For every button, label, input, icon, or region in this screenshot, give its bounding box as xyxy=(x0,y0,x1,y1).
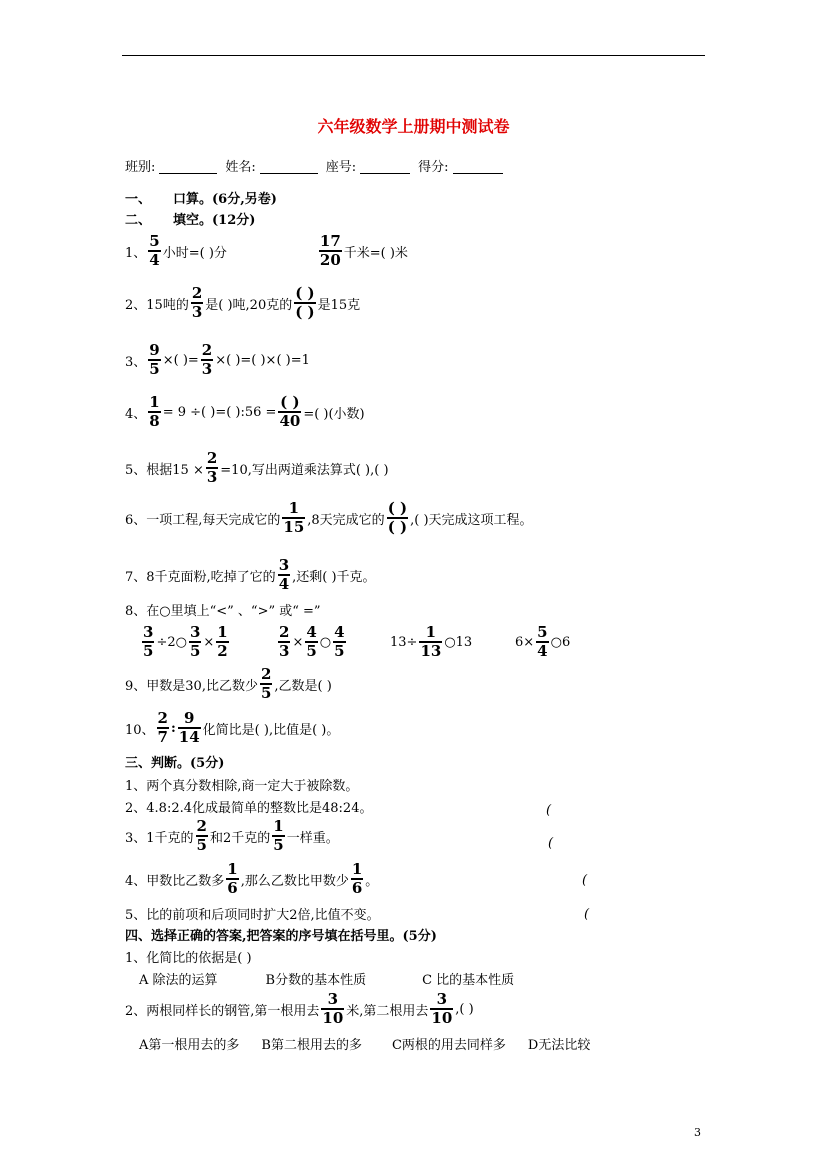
score-label: 得分: xyxy=(418,160,449,175)
question-2: 2、15吨的 $\frac{2}{3}$ 是( )吨,20克的 $\frac{( )}{( )}$ 是15克 xyxy=(125,284,361,321)
option-b[interactable]: B第二根用去的多 xyxy=(261,1038,362,1053)
page-title: 六年级数学上册期中测试卷 xyxy=(317,117,510,136)
header-rule xyxy=(122,55,705,56)
seat-field[interactable] xyxy=(360,158,410,174)
answer-bracket[interactable]: ( xyxy=(546,803,552,818)
option-a[interactable]: A第一根用去的多 xyxy=(139,1038,240,1053)
question-5: 5、根据15 × $\frac{2}{3}$ =10,写出两道乘法算式( ),( ) xyxy=(125,449,389,486)
blank-fraction[interactable]: $\frac{( )}{40}$ xyxy=(279,393,301,430)
seat-label: 座号: xyxy=(325,160,357,175)
section-2-heading: 二、 填空。(12分) xyxy=(125,213,256,228)
blank-fraction[interactable]: $\frac{( )}{( )}$ xyxy=(387,499,408,536)
question-4: 4、 $\frac{1}{8}$ = 9 ÷( )=( ):56 = $\frac{( )}{40}$ =( )(小数) xyxy=(125,393,365,430)
compare-d: 6× $\frac{5}{4}$ ○6 xyxy=(515,623,571,660)
section-4-heading: 四、选择正确的答案,把答案的序号填在括号里。(5分) xyxy=(125,929,437,944)
compare-a: $\frac{3}{5}$ ÷2○ $\frac{3}{5}$ × $\frac{1}{2}$ xyxy=(143,623,228,660)
answer-bracket[interactable]: ( xyxy=(582,873,588,888)
question-10: 10、 $\frac{2}{7}$ : $\frac{9}{14}$ 化简比是( ),比值是( )。 xyxy=(125,709,340,746)
fraction: $\frac{9}{5}$ xyxy=(149,341,160,378)
class-label: 班别: xyxy=(125,160,156,175)
option-a[interactable]: A 除法的运算 xyxy=(139,973,218,988)
score-field[interactable] xyxy=(453,158,503,174)
section-3-heading: 三、判断。(5分) xyxy=(125,756,225,771)
judge-5: 5、比的前项和后项同时扩大2倍,比值不变。 xyxy=(125,908,380,923)
question-9: 9、甲数是30,比乙数少 $\frac{2}{5}$ ,乙数是( ) xyxy=(125,665,332,702)
fraction: $\frac{2}{3}$ xyxy=(201,341,213,378)
judge-2: 2、4.8:2.4化成最简单的整数比是48:24。 xyxy=(125,801,373,816)
compare-c: 13÷ $\frac{1}{13}$ ○13 xyxy=(390,623,473,660)
fraction: $\frac{3}{4}$ xyxy=(278,556,290,593)
question-1: 1、 $\frac{5}{4}$ 小时=( )分 $\frac{17}{20}$ 千米=( )米 xyxy=(125,232,408,269)
answer-bracket[interactable]: ( xyxy=(548,836,554,851)
choice-1: 1、化简比的依据是( ) xyxy=(125,951,252,966)
page-number: 3 xyxy=(694,1126,701,1139)
choice-1-options xyxy=(139,969,514,988)
fraction: $\frac{1}{8}$ xyxy=(149,393,160,430)
choice-2: 2、两根同样长的钢管,第一根用去 $\frac{3}{10}$ 米,第二根用去 $\frac{3}{10}$ ,( ) xyxy=(125,990,474,1027)
section-1-heading: 一、 口算。(6分,另卷) xyxy=(125,192,277,207)
fraction: $\frac{1}{15}$ xyxy=(283,499,305,536)
option-d[interactable]: D无法比较 xyxy=(527,1038,591,1053)
choice-2-options xyxy=(139,1034,590,1053)
fraction: $\frac{5}{4}$ xyxy=(149,232,160,269)
fraction: $\frac{2}{5}$ xyxy=(260,665,272,702)
name-label: 姓名: xyxy=(225,160,256,175)
judge-4: 4、甲数比乙数多 $\frac{1}{6}$ ,那么乙数比甲数少 $\frac{1}{6}$ 。 xyxy=(125,860,379,897)
judge-3: 3、1千克的 $\frac{2}{5}$ 和2千克的 $\frac{1}{5}$ 一样重。 xyxy=(125,817,339,854)
question-7: 7、8千克面粉,吃掉了它的 $\frac{3}{4}$ ,还剩( )千克。 xyxy=(125,556,376,593)
name-field[interactable] xyxy=(260,158,318,174)
answer-bracket[interactable]: ( xyxy=(584,907,590,922)
fraction: $\frac{2}{7}$ xyxy=(157,709,168,746)
question-8: 8、在○里填上“<” 、“>” 或“ =” xyxy=(125,604,321,619)
fraction: $\frac{17}{20}$ xyxy=(319,232,341,269)
compare-b: $\frac{2}{3}$ × $\frac{4}{5}$ ○ $\frac{4}{5}$ xyxy=(279,623,345,660)
fraction: $\frac{9}{14}$ xyxy=(178,709,200,746)
option-b[interactable]: B分数的基本性质 xyxy=(265,973,367,988)
option-c[interactable]: C 比的基本性质 xyxy=(422,973,515,988)
fraction: $\frac{2}{3}$ xyxy=(191,284,203,321)
student-info-row xyxy=(125,156,503,175)
class-field[interactable] xyxy=(159,158,217,174)
question-6: 6、一项工程,每天完成它的 $\frac{1}{15}$ ,8天完成它的 $\frac{( )}{( )}$ ,( )天完成这项工程。 xyxy=(125,499,533,536)
option-c[interactable]: C两根的用去同样多 xyxy=(391,1038,506,1053)
fraction: $\frac{2}{3}$ xyxy=(206,449,218,486)
blank-fraction[interactable]: $\frac{( )}{( )}$ xyxy=(295,284,315,321)
judge-1: 1、两个真分数相除,商一定大于被除数。 xyxy=(125,779,359,794)
question-3: 3、 $\frac{9}{5}$ ×( )= $\frac{2}{3}$ ×( )=( )×( )=1 xyxy=(125,341,310,378)
